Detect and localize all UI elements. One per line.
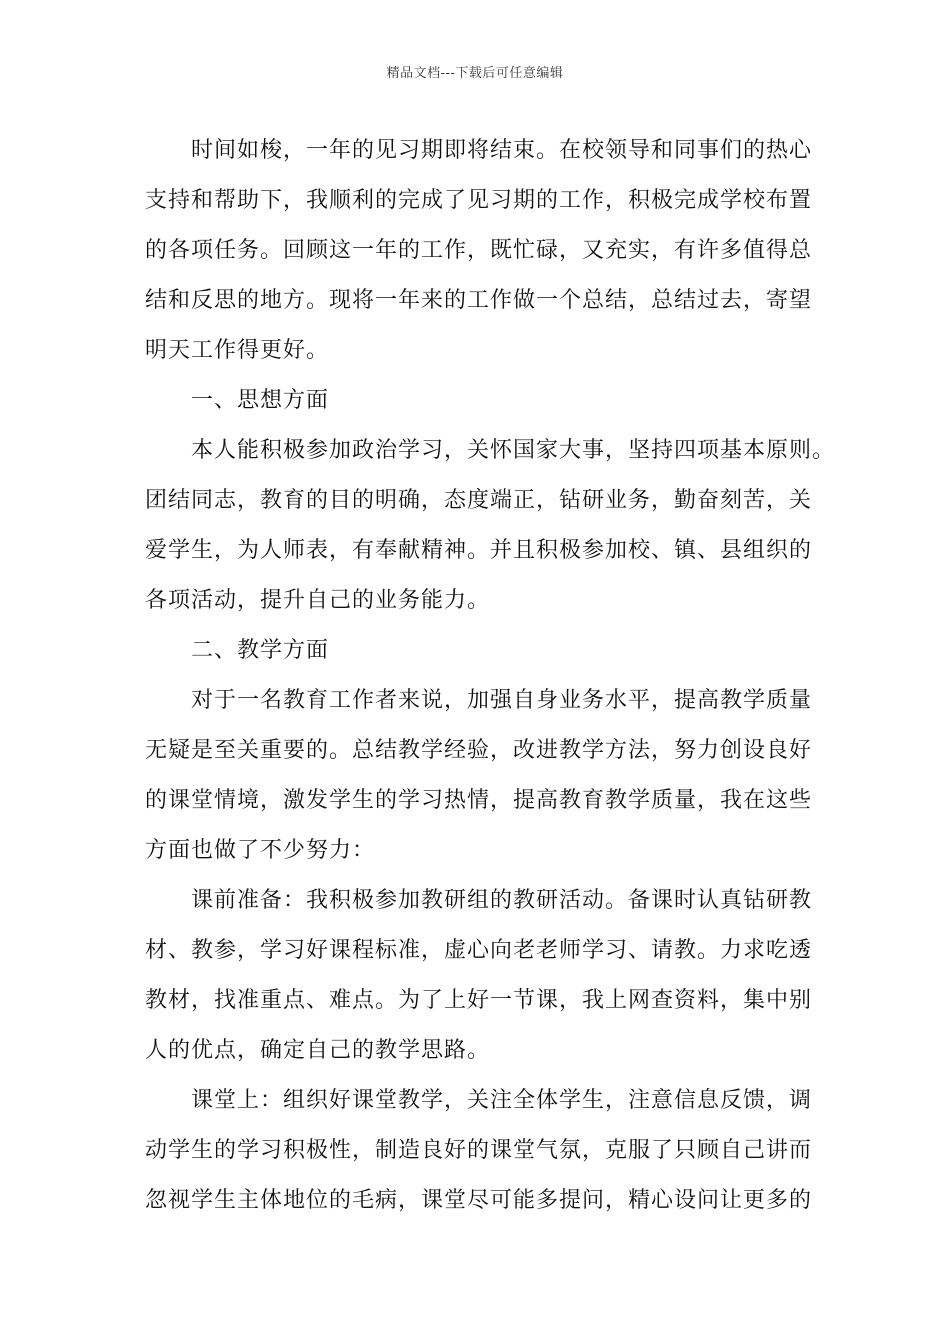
text-line: 团结同志，教育的目的明确，态度端正，钻研业务，勤奋刻苦，关 [145, 488, 813, 513]
text-line: 的课堂情境，激发学生的学习热情，提高教育教学质量，我在这些 [145, 788, 813, 813]
paragraph-thought [145, 426, 836, 626]
text-line: 本人能积极参加政治学习，关怀国家大事，坚持四项基本原则。 [191, 438, 836, 463]
text-line: 结和反思的地方。现将一年来的工作做一个总结，总结过去，寄望 [145, 288, 813, 313]
paragraph-classroom [145, 1076, 817, 1226]
text-line: 课前准备：我积极参加教研组的教研活动。备课时认真钻研教 [191, 888, 813, 913]
text-line: 支持和帮助下，我顺利的完成了见习期的工作，积极完成学校布置 [145, 188, 813, 213]
text-line: 无疑是至关重要的。总结教学经验，改进教学方法，努力创设良好 [145, 738, 813, 763]
text-line: 明天工作得更好。 [145, 338, 330, 363]
paragraph-lesson-prep [145, 876, 817, 1076]
section-heading-thought: 一、思想方面 [191, 388, 330, 413]
text-line: 的各项任务。回顾这一年的工作，既忙碌，又充实，有许多值得总 [145, 238, 813, 263]
paragraph-teaching-intro [145, 676, 817, 876]
text-line: 课堂上：组织好课堂教学，关注全体学生，注意信息反馈，调 [191, 1088, 813, 1113]
document-body [145, 126, 836, 1226]
page-header: 精品文档---下载后可任意编辑 [386, 66, 564, 81]
text-line: 材、教参，学习好课程标准，虚心向老老师学习、请教。力求吃透 [145, 938, 813, 963]
text-line: 方面也做了不少努力： [145, 838, 376, 863]
text-line: 各项活动，提升自己的业务能力。 [145, 588, 491, 613]
section-heading-teaching: 二、教学方面 [191, 638, 330, 663]
text-line: 对于一名教育工作者来说，加强自身业务水平，提高教学质量 [191, 688, 813, 713]
text-line: 忽视学生主体地位的毛病，课堂尽可能多提问，精心设问让更多的 [145, 1188, 813, 1213]
text-line: 教材，找准重点、难点。为了上好一节课，我上网查资料，集中别 [145, 988, 813, 1013]
text-line: 人的优点，确定自己的教学思路。 [145, 1038, 491, 1063]
text-line: 爱学生，为人师表，有奉献精神。并且积极参加校、镇、县组织的 [145, 538, 813, 563]
text-line: 动学生的学习积极性，制造良好的课堂气氛，克服了只顾自己讲而 [145, 1138, 813, 1163]
paragraph-intro [145, 126, 817, 376]
text-line: 时间如梭，一年的见习期即将结束。在校领导和同事们的热心 [191, 138, 813, 163]
